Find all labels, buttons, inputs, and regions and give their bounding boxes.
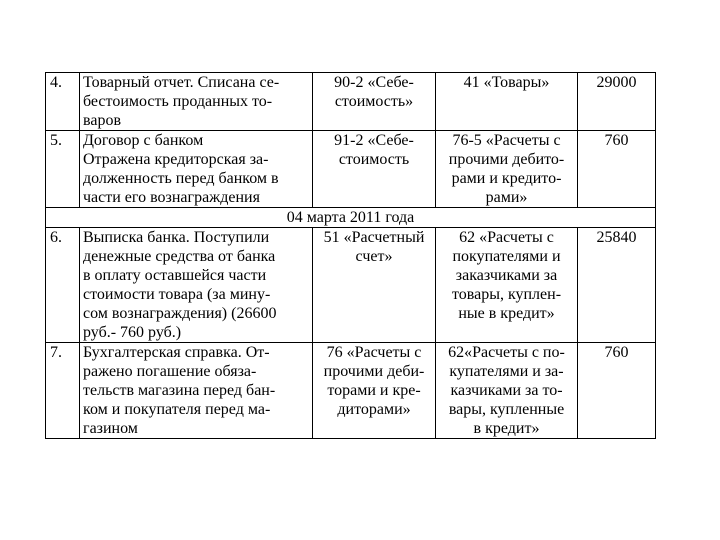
credit-line: 41 «Товары»	[463, 74, 550, 91]
debit-line: 76 «Расчеты с	[326, 344, 422, 361]
credit-line: ные в кредит»	[458, 305, 555, 322]
entry-amount: 25840	[578, 228, 656, 343]
debit-line: счет»	[355, 248, 393, 265]
date-heading: 04 марта 2011 года	[46, 208, 656, 228]
debit-line: 91-2 «Себе-	[334, 132, 414, 149]
debit-line: диторами»	[337, 401, 411, 418]
entry-number: 4.	[46, 73, 80, 131]
credit-line: товары, куплен-	[451, 286, 562, 303]
debit-line: 90-2 «Себе-	[334, 74, 414, 91]
entry-description	[80, 228, 313, 343]
debit-line: 51 «Расчетный	[323, 229, 425, 246]
credit-line: 76-5 «Расчеты с	[452, 132, 561, 149]
debit-account	[313, 73, 436, 131]
description-line: газином	[83, 420, 138, 437]
table-row	[46, 228, 656, 343]
description-line: Отражена кредиторская за-	[83, 151, 269, 168]
description-line: бестоимость проданных то-	[83, 93, 273, 110]
description-line: Товарный отчет. Списана се-	[83, 74, 280, 91]
description-line: Выписка банка. Поступили	[83, 229, 270, 246]
credit-line: 62«Расчеты с по-	[448, 344, 565, 361]
entry-amount: 760	[578, 131, 656, 208]
entry-description	[80, 73, 313, 131]
description-line: стоимости товара (за мину-	[83, 286, 271, 303]
entry-amount: 760	[578, 343, 656, 439]
debit-account	[313, 343, 436, 439]
credit-line: рами и кредито-	[451, 170, 562, 187]
entry-amount: 29000	[578, 73, 656, 131]
table-row	[46, 131, 656, 208]
description-line: тельств магазина перед бан-	[83, 382, 276, 399]
description-line: ком и покупателя перед ма-	[83, 401, 271, 418]
credit-line: в кредит»	[473, 420, 540, 437]
entry-number: 7.	[46, 343, 80, 439]
accounting-entries-table	[45, 72, 656, 439]
debit-line: прочими деби-	[323, 363, 425, 380]
credit-account	[436, 343, 578, 439]
credit-line: покупателями и	[452, 248, 561, 265]
description-line: сом вознаграждения) (26600	[83, 305, 277, 322]
credit-line: рами»	[485, 189, 528, 206]
description-line: в оплату оставшейся части	[83, 267, 267, 284]
credit-line: вары, купленные	[448, 401, 565, 418]
table-row	[46, 343, 656, 439]
description-line: Бухгалтерская справка. От-	[83, 344, 270, 361]
credit-account	[436, 73, 578, 131]
debit-line: стоимость»	[334, 93, 414, 110]
debit-line: стоимость	[338, 151, 410, 168]
credit-line: заказчиками за	[455, 267, 558, 284]
debit-account	[313, 228, 436, 343]
credit-account	[436, 131, 578, 208]
entry-number: 6.	[46, 228, 80, 343]
description-line: варов	[83, 112, 121, 129]
date-row	[46, 208, 656, 228]
credit-line: казчиками за то-	[450, 382, 563, 399]
description-line: Договор с банком	[83, 132, 204, 149]
description-line: части его вознаграждения	[83, 189, 260, 206]
credit-line: 62 «Расчеты с	[459, 229, 554, 246]
description-line: руб.- 760 руб.)	[83, 324, 182, 341]
entry-description	[80, 131, 313, 208]
credit-line: купателями и за-	[449, 363, 564, 380]
debit-account	[313, 131, 436, 208]
credit-account	[436, 228, 578, 343]
debit-line: торами и кре-	[327, 382, 421, 399]
description-line: ражено погашение обяза-	[83, 363, 257, 380]
entry-description	[80, 343, 313, 439]
table-row	[46, 73, 656, 131]
description-line: денежные средства от банка	[83, 248, 276, 265]
entry-number: 5.	[46, 131, 80, 208]
description-line: долженность перед банком в	[83, 170, 279, 187]
credit-line: прочими дебито-	[448, 151, 565, 168]
